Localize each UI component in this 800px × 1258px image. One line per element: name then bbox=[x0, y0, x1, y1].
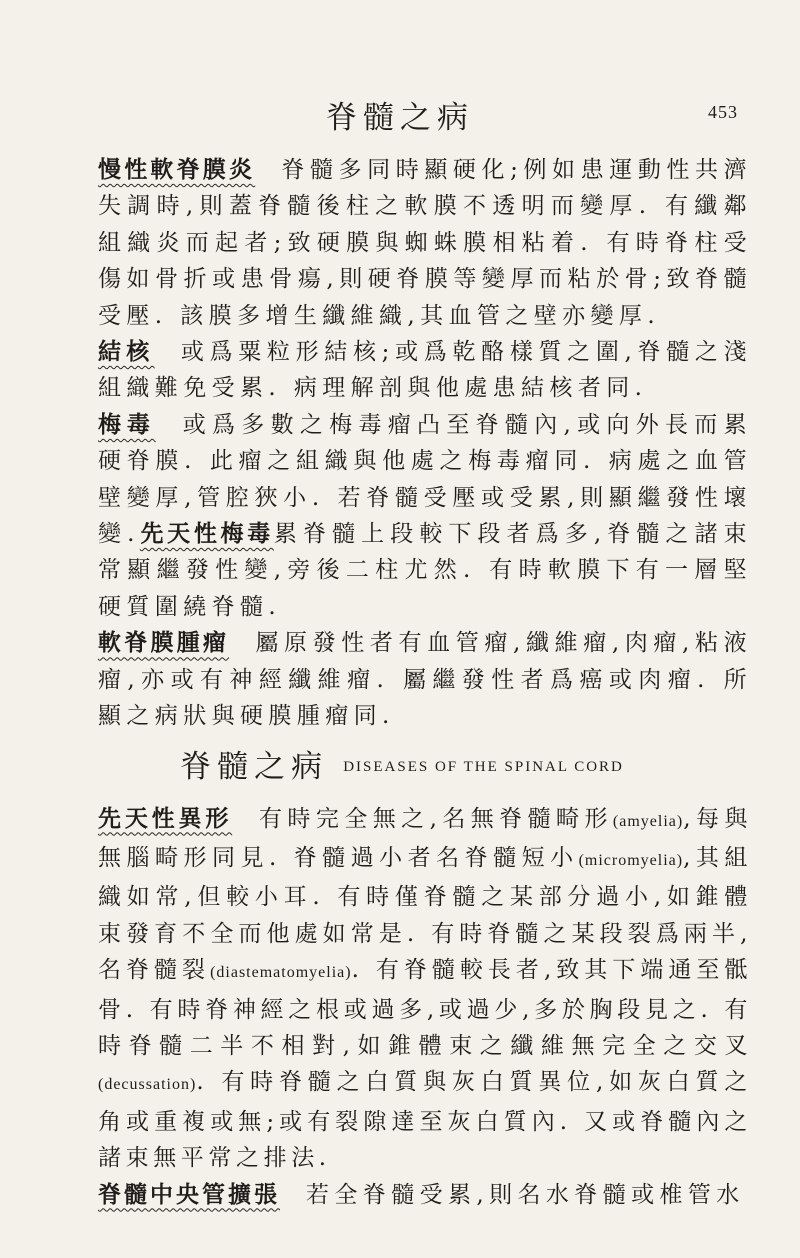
latin-term-decussation: (decussation) bbox=[98, 1076, 197, 1094]
running-title: 脊髓之病 bbox=[326, 100, 474, 136]
paragraph-text: 屬原發性者有血管瘤,纖維瘤,肉瘤,粘液瘤,亦或有神經纖維瘤. 屬繼發性者爲癌或肉瘤. 所顯之病狀與硬膜腫瘤同. bbox=[98, 630, 752, 730]
paragraph-text: 或爲多數之梅毒瘤凸至脊髓內,或向外長而累硬脊膜. 此瘤之組織與他處之梅毒瘤同. 病處之血管壁變厚,管腔狹小. 若脊髓受壓或受累,則顯繼發性壞變. bbox=[98, 411, 753, 548]
paragraph-text-5: . 有時脊髓之白質與灰白質異位,如灰白質之角或重複或無;或有裂隙達至灰白質內. 又或脊髓內之諸束無平常之排法. bbox=[98, 1069, 752, 1172]
term-congenital-malformation: 先天性異形 bbox=[98, 804, 233, 832]
term-chronic-leptomeningitis: 慢性軟脊膜炎 bbox=[98, 156, 256, 183]
paragraph-text: 脊髓多同時顯硬化;例如患運動性共濟失調時,則蓋脊髓後柱之軟膜不透明而變厚. 有纖鄰組織炎而起者;致硬膜與蜘蛛膜相粘着. 有時脊柱受傷如骨折或患骨瘍,則硬脊膜等變厚而粘於骨;致脊髓受壓. 該膜多增生纖維織,其血管之壁亦變厚. bbox=[98, 157, 753, 329]
paragraph-congenital-malformation bbox=[52, 801, 752, 1177]
section-heading-en: DISEASES OF THE SPINAL CORD bbox=[343, 758, 624, 775]
page-number: 453 bbox=[708, 102, 738, 122]
paragraph-hydromyelia bbox=[52, 1177, 752, 1213]
paragraph-text-3: ,其組織如常,但較小耳. 有時僅脊髓之某部分過小,如錐體束發育不全而他處如常是. 有時脊髓之某段裂爲兩半,名脊髓裂 bbox=[98, 844, 752, 984]
paragraph-text-1: 有時完全無之,名無脊髓畸形 bbox=[258, 805, 613, 832]
term-syphilis: 梅毒 bbox=[98, 410, 156, 438]
paragraph-text-after: 累脊髓上段較下段者爲多,脊髓之諸束常顯繼發性變,旁後二柱尤然. 有時軟膜下有一層堅硬質圍繞脊髓. bbox=[98, 521, 752, 620]
paragraph-text: 或爲粟粒形結核;或爲乾酪樣質之圍,脊髓之淺組織難免受累. 病理解剖與他處患結核者同. bbox=[98, 339, 753, 402]
latin-term-amyelia: (amyelia) bbox=[612, 812, 684, 830]
paragraph-chronic-leptomeningitis bbox=[52, 152, 752, 334]
section-heading-zh: 脊髓之病 bbox=[180, 748, 329, 785]
body-text bbox=[52, 152, 752, 1213]
paragraph-syphilis bbox=[52, 407, 752, 625]
term-congenital-syphilis: 先天性梅毒 bbox=[139, 520, 274, 548]
section-heading bbox=[52, 745, 752, 789]
term-leptomeningeal-tumor: 軟脊膜腫瘤 bbox=[98, 629, 230, 657]
paragraph-text-2: ,每與無腦畸形同見. 脊髓過小者名脊髓短小 bbox=[98, 805, 752, 871]
latin-term-micromyelia: (micromyelia) bbox=[578, 851, 684, 869]
latin-term-diastematomyelia: (diastematomyelia) bbox=[210, 964, 352, 982]
paragraph-text: 若全脊髓受累,則名水脊髓或椎管水 bbox=[306, 1181, 745, 1208]
page-header bbox=[0, 92, 800, 136]
term-tuberculosis: 結核 bbox=[98, 338, 155, 366]
term-central-canal-dilatation: 脊髓中央管擴張 bbox=[98, 1180, 280, 1208]
paragraph-tuberculosis bbox=[52, 334, 752, 407]
paragraph-leptomeningeal-tumor bbox=[52, 625, 752, 734]
paragraph-text-4: . 有脊髓較長者,致其下端通至骶骨. 有時脊神經之根或過多,或過少,多於胸段見之. 有時脊髓二半不相對,如錐體束之纖維無完全之交叉 bbox=[98, 957, 752, 1059]
